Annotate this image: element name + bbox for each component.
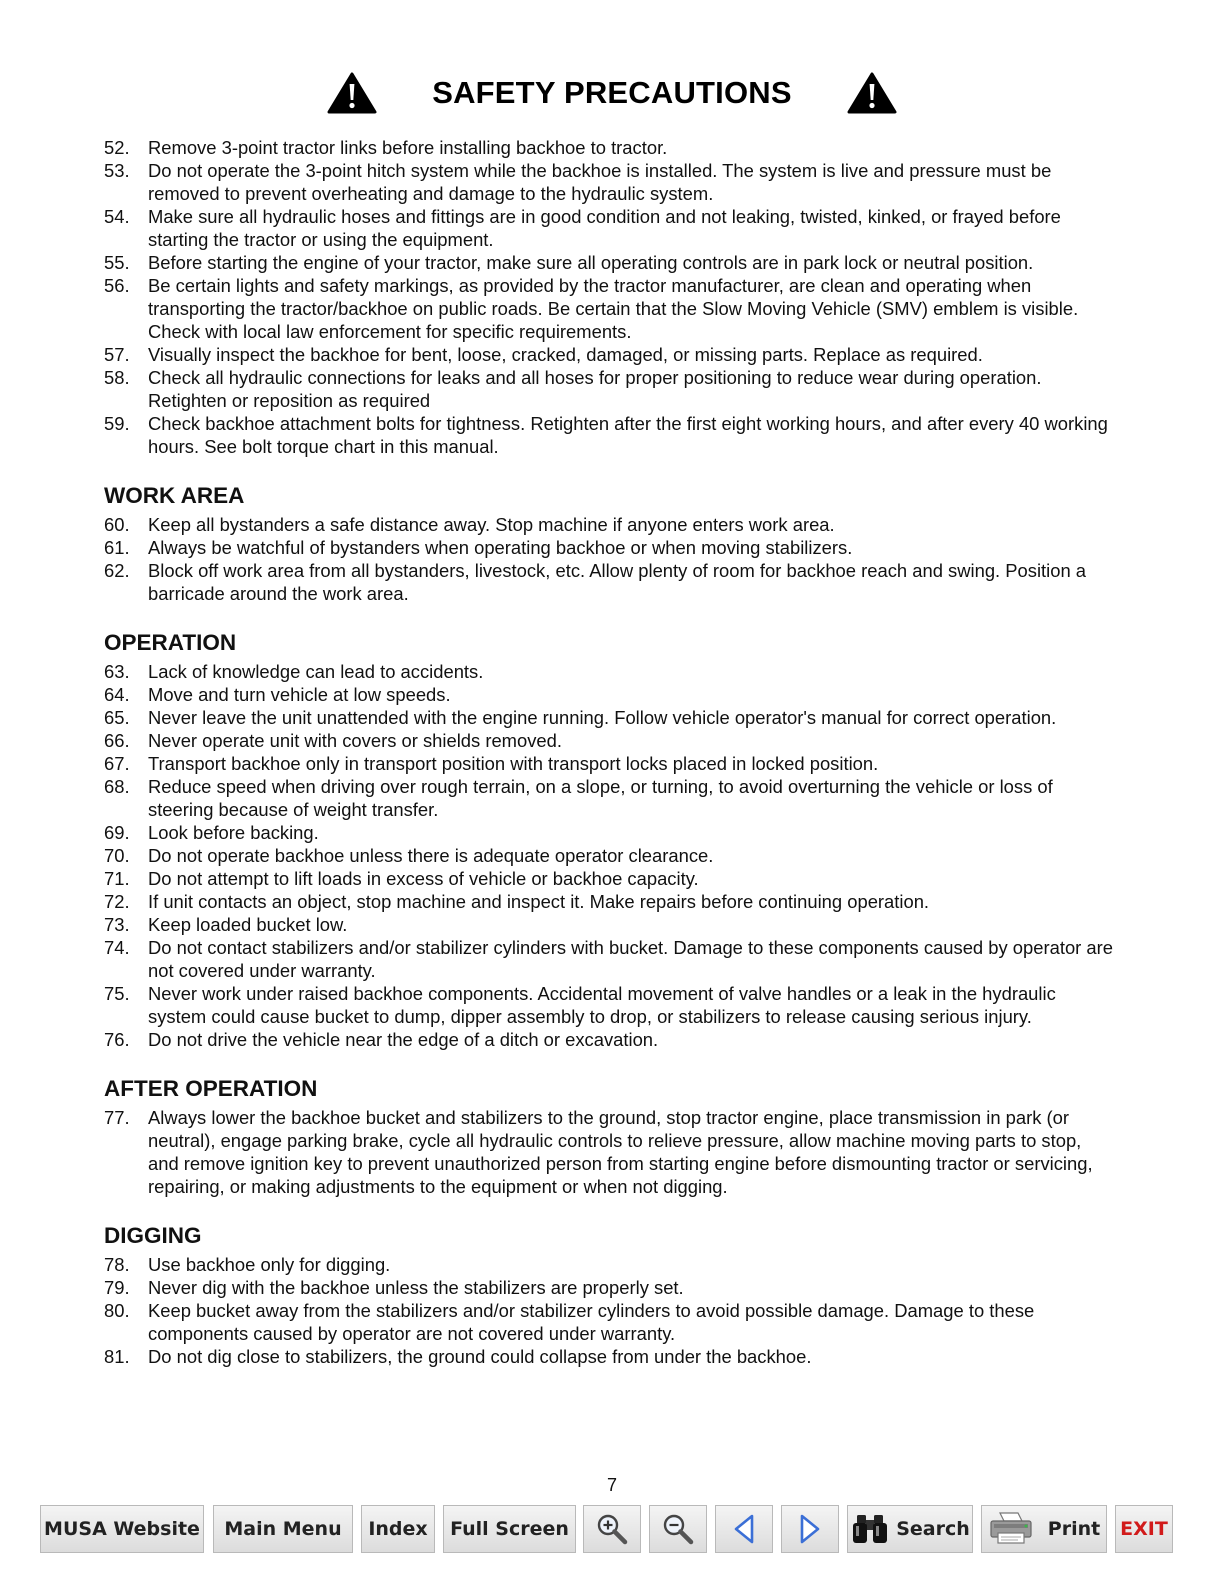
list-item [104,366,1114,412]
list-item [104,1345,1114,1368]
item-text: Keep bucket away from the stabilizers and/or stabilizer cylinders to avoid possible damage. Damage to these components caused by operator are not covered under warranty. [148,1300,1035,1344]
list-item [104,1299,1114,1345]
list-item [104,412,1114,458]
list-item [104,159,1114,205]
button-label: MUSA Website [44,1518,200,1540]
list-item [104,775,1114,821]
list-item [104,821,1114,844]
item-number: 58. [104,367,130,388]
item-text: Lack of knowledge can lead to accidents. [148,661,484,682]
item-text: Reduce speed when driving over rough terrain, on a slope, or turning, to avoid overturning the vehicle or loss of steering because of weight transfer. [148,776,1053,820]
warning-triangle-icon [846,71,898,115]
item-number: 72. [104,891,130,912]
item-number: 74. [104,937,130,958]
list-item [104,205,1114,251]
item-text: Block off work area from all bystanders, livestock, etc. Allow plenty of room for backhoe reach and swing. Position a barricade around the work area. [148,560,1087,604]
item-text: Never leave the unit unattended with the engine running. Follow vehicle operator's manual for correct operation. [148,707,1057,728]
list-item [104,1276,1114,1299]
item-text: Keep all bystanders a safe distance away. Stop machine if anyone enters work area. [148,514,835,535]
item-text: Do not dig close to stabilizers, the ground could collapse from under the backhoe. [148,1346,812,1367]
button-label: Full Screen [450,1518,569,1540]
list-item [104,251,1114,274]
print-button[interactable] [981,1505,1107,1553]
list-item [104,706,1114,729]
item-text: Do not operate backhoe unless there is adequate operator clearance. [148,845,714,866]
button-label: Print [1047,1518,1101,1540]
item-number: 57. [104,344,130,365]
list-item [104,1253,1114,1276]
zoom-in-button[interactable] [583,1505,641,1553]
item-number: 54. [104,206,130,227]
item-number: 80. [104,1300,130,1321]
item-number: 56. [104,275,130,296]
list-item [104,683,1114,706]
item-text: Do not drive the vehicle near the edge of a ditch or excavation. [148,1029,659,1050]
item-text: Visually inspect the backhoe for bent, loose, cracked, damaged, or missing parts. Replace as required. [148,344,983,365]
section-heading-operation: OPERATION [104,630,237,655]
item-number: 64. [104,684,130,705]
item-text: Check backhoe attachment bolts for tightness. Retighten after the first eight working hours, and after every 40 working hours. See bolt torque chart in this manual. [148,413,1108,457]
item-text: Move and turn vehicle at low speeds. [148,684,451,705]
list-item [104,660,1114,683]
item-number: 68. [104,776,130,797]
item-text: Make sure all hydraulic hoses and fittings are in good condition and not leaking, twisted, kinked, or frayed before starting the tractor or using the equipment. [148,206,1061,250]
binoculars-icon [850,1512,890,1546]
item-text: Do not attempt to lift loads in excess of vehicle or backhoe capacity. [148,868,699,889]
section-heading-digging: DIGGING [104,1223,202,1248]
list-item [104,936,1114,982]
index-button[interactable] [361,1505,435,1553]
item-number: 65. [104,707,130,728]
button-label: Index [368,1518,428,1540]
list-item [104,1028,1114,1051]
item-text: Always be watchful of bystanders when operating backhoe or when moving stabilizers. [148,537,853,558]
next-page-button[interactable] [781,1505,839,1553]
zoom-out-icon [661,1512,695,1546]
item-text: Do not operate the 3-point hitch system while the backhoe is installed. The system is live and pressure must be removed to prevent overheating and damage to the hydraulic system. [148,160,1052,204]
item-text: Do not contact stabilizers and/or stabilizer cylinders with bucket. Damage to these components caused by operator are not covered under warranty. [148,937,1113,981]
item-number: 79. [104,1277,130,1298]
page-number: 7 [606,1475,617,1495]
section-heading-work-area: WORK AREA [104,483,245,508]
list-item [104,752,1114,775]
item-number: 75. [104,983,130,1004]
item-text: Check all hydraulic connections for leaks and all hoses for proper positioning to reduce wear during operation. Retighten or reposition as required [148,367,1042,411]
item-number: 60. [104,514,130,535]
item-number: 67. [104,753,130,774]
exit-button[interactable] [1115,1505,1173,1553]
warning-triangle-icon [326,71,378,115]
item-number: 81. [104,1346,130,1367]
list-item [104,343,1114,366]
list-item [104,890,1114,913]
item-number: 52. [104,137,130,158]
intro-list [104,136,1114,458]
search-button[interactable] [847,1505,973,1553]
printer-icon [988,1511,1034,1547]
item-text: Look before backing. [148,822,319,843]
list-item [104,559,1114,605]
page-title: SAFETY PRECAUTIONS [432,75,792,110]
button-label: Main Menu [224,1518,342,1540]
item-number: 59. [104,413,130,434]
item-number: 62. [104,560,130,581]
list-item [104,867,1114,890]
item-number: 66. [104,730,130,751]
zoom-out-button[interactable] [649,1505,707,1553]
item-number: 53. [104,160,130,181]
document-body [104,136,1114,1368]
zoom-in-icon [595,1512,629,1546]
item-text: If unit contacts an object, stop machine and inspect it. Make repairs before continuing operation. [148,891,930,912]
musa-website-button[interactable] [40,1505,204,1553]
item-text: Before starting the engine of your tractor, make sure all operating controls are in park lock or neutral position. [148,252,1034,273]
list-item [104,536,1114,559]
item-text: Never work under raised backhoe components. Accidental movement of valve handles or a leak in the hydraulic system could cause bucket to dump, dipper assembly to drop, or stabilizers to release causing serious injury. [148,983,1056,1027]
item-number: 55. [104,252,130,273]
item-number: 61. [104,537,130,558]
item-number: 77. [104,1107,130,1128]
list-item [104,1106,1114,1198]
item-number: 69. [104,822,130,843]
list-item [104,274,1114,343]
item-text: Keep loaded bucket low. [148,914,348,935]
item-text: Use backhoe only for digging. [148,1254,391,1275]
item-number: 63. [104,661,130,682]
previous-page-icon [729,1512,759,1546]
after-operation-list [104,1106,1114,1198]
page-header [0,68,1224,118]
item-number: 70. [104,845,130,866]
item-text: Be certain lights and safety markings, as provided by the tractor manufacturer, are clean and operating when transporting the tractor/backhoe on public roads. Be certain that the Slow Moving Vehicle (SMV) emblem is visible. Check with local law enforcement for specific requirements. [148,275,1079,342]
list-item [104,982,1114,1028]
main-menu-button[interactable] [213,1505,353,1553]
item-number: 71. [104,868,130,889]
item-text: Never dig with the backhoe unless the stabilizers are properly set. [148,1277,684,1298]
list-item [104,729,1114,752]
item-number: 76. [104,1029,130,1050]
button-label: Search [896,1518,970,1540]
button-label: EXIT [1120,1518,1168,1540]
previous-page-button[interactable] [715,1505,773,1553]
operation-list [104,660,1114,1051]
work-area-list [104,513,1114,605]
list-item [104,513,1114,536]
item-number: 78. [104,1254,130,1275]
item-text: Transport backhoe only in transport position with transport locks placed in locked position. [148,753,879,774]
full-screen-button[interactable] [443,1505,576,1553]
list-item [104,136,1114,159]
item-text: Remove 3-point tractor links before installing backhoe to tractor. [148,137,668,158]
item-number: 73. [104,914,130,935]
navigation-toolbar [0,1505,1224,1555]
item-text: Always lower the backhoe bucket and stabilizers to the ground, stop tractor engine, place transmission in park (or neutral), engage parking brake, cycle all hydraulic controls to relieve pressure, allow machine moving parts to stop, and remove ignition key to prevent unauthorized person from starting engine before dismounting tractor or servicing, repairing, or making adjustments to the equipment or when not digging. [148,1107,1093,1197]
digging-list [104,1253,1114,1368]
list-item [104,844,1114,867]
section-heading-after-operation: AFTER OPERATION [104,1076,318,1101]
item-text: Never operate unit with covers or shields removed. [148,730,562,751]
next-page-icon [795,1512,825,1546]
list-item [104,913,1114,936]
